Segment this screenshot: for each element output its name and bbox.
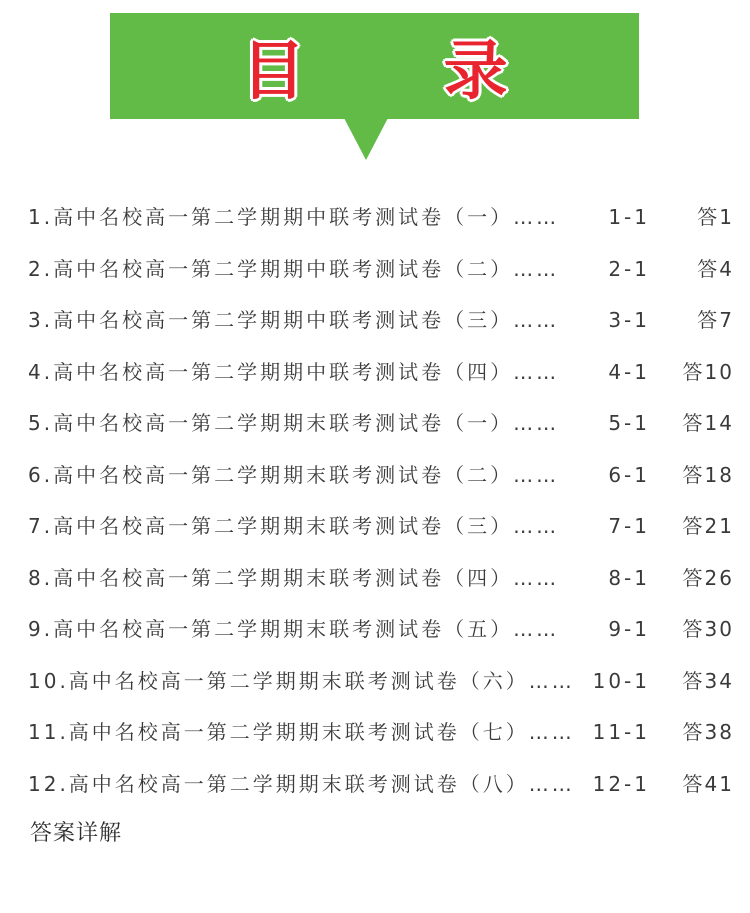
toc-entry-title: 3.高中名校高一第二学期期中联考测试卷（三）…… [28,308,560,332]
toc-entry[interactable] [28,347,738,399]
toc-entry-title: 7.高中名校高一第二学期期末联考测试卷（三）…… [28,514,560,538]
toc-entry-page: 7-1 [608,514,650,538]
toc-entry-page: 3-1 [608,308,650,332]
toc-entry-page: 6-1 [608,462,650,487]
toc-entry-title: 5.高中名校高一第二学期期末联考测试卷（一）…… [28,411,560,435]
toc-entry-page: 4-1 [608,359,650,384]
toc-entry-title: 2.高中名校高一第二学期期中联考测试卷（二）…… [28,256,560,281]
toc-entry-answer-page: 答7 [697,308,734,332]
toc-entry[interactable] [28,244,738,296]
toc-entry-page: 5-1 [608,411,650,435]
toc-entry-page: 9-1 [608,617,650,641]
table-of-contents [28,192,738,810]
toc-entry[interactable] [28,501,738,553]
toc-entry-page: 8-1 [608,565,650,590]
toc-entry-answer-page: 答34 [682,668,734,693]
toc-entry-answer-page: 答10 [682,359,734,384]
toc-entry[interactable] [28,707,738,759]
toc-entry[interactable] [28,398,738,450]
toc-entry-page: 2-1 [608,256,650,281]
toc-entry[interactable] [28,759,738,811]
toc-entry-answer-page: 答4 [697,256,734,281]
toc-entry-page: 10-1 [592,668,650,693]
toc-entry-answer-page: 答14 [682,411,734,435]
toc-entry-title: 9.高中名校高一第二学期期末联考测试卷（五）…… [28,617,560,641]
toc-entry-answer-page: 答21 [682,514,734,538]
toc-entry-answer-page: 答38 [682,720,734,744]
toc-entry-answer-page: 答30 [682,617,734,641]
toc-entry[interactable] [28,450,738,502]
toc-entry[interactable] [28,295,738,347]
toc-entry-answer-page: 答1 [697,205,734,229]
toc-entry-page: 12-1 [592,771,650,796]
toc-entry[interactable] [28,192,738,244]
toc-entry-title: 1.高中名校高一第二学期期中联考测试卷（一）…… [28,205,560,229]
toc-entry-page: 11-1 [592,720,650,744]
toc-entry-title: 4.高中名校高一第二学期期中联考测试卷（四）…… [28,359,560,384]
toc-entry-answer-page: 答26 [682,565,734,590]
answer-section-label: 答案详解 [30,821,123,846]
page-title: 目 录 [241,35,566,109]
toc-entry[interactable] [28,553,738,605]
toc-entry-title: 11.高中名校高一第二学期期末联考测试卷（七）…… [28,720,575,744]
toc-entry-answer-page: 答18 [682,462,734,487]
banner-pointer-icon [344,118,388,160]
title-banner [110,13,639,119]
toc-entry-title: 6.高中名校高一第二学期期末联考测试卷（二）…… [28,462,560,487]
toc-entry-title: 12.高中名校高一第二学期期末联考测试卷（八）…… [28,771,575,796]
toc-entry-page: 1-1 [608,205,650,229]
toc-entry-title: 10.高中名校高一第二学期期末联考测试卷（六）…… [28,668,575,693]
toc-entry[interactable] [28,604,738,656]
toc-entry-title: 8.高中名校高一第二学期期末联考测试卷（四）…… [28,565,560,590]
toc-entry-answer-page: 答41 [682,771,734,796]
toc-entry[interactable] [28,656,738,708]
